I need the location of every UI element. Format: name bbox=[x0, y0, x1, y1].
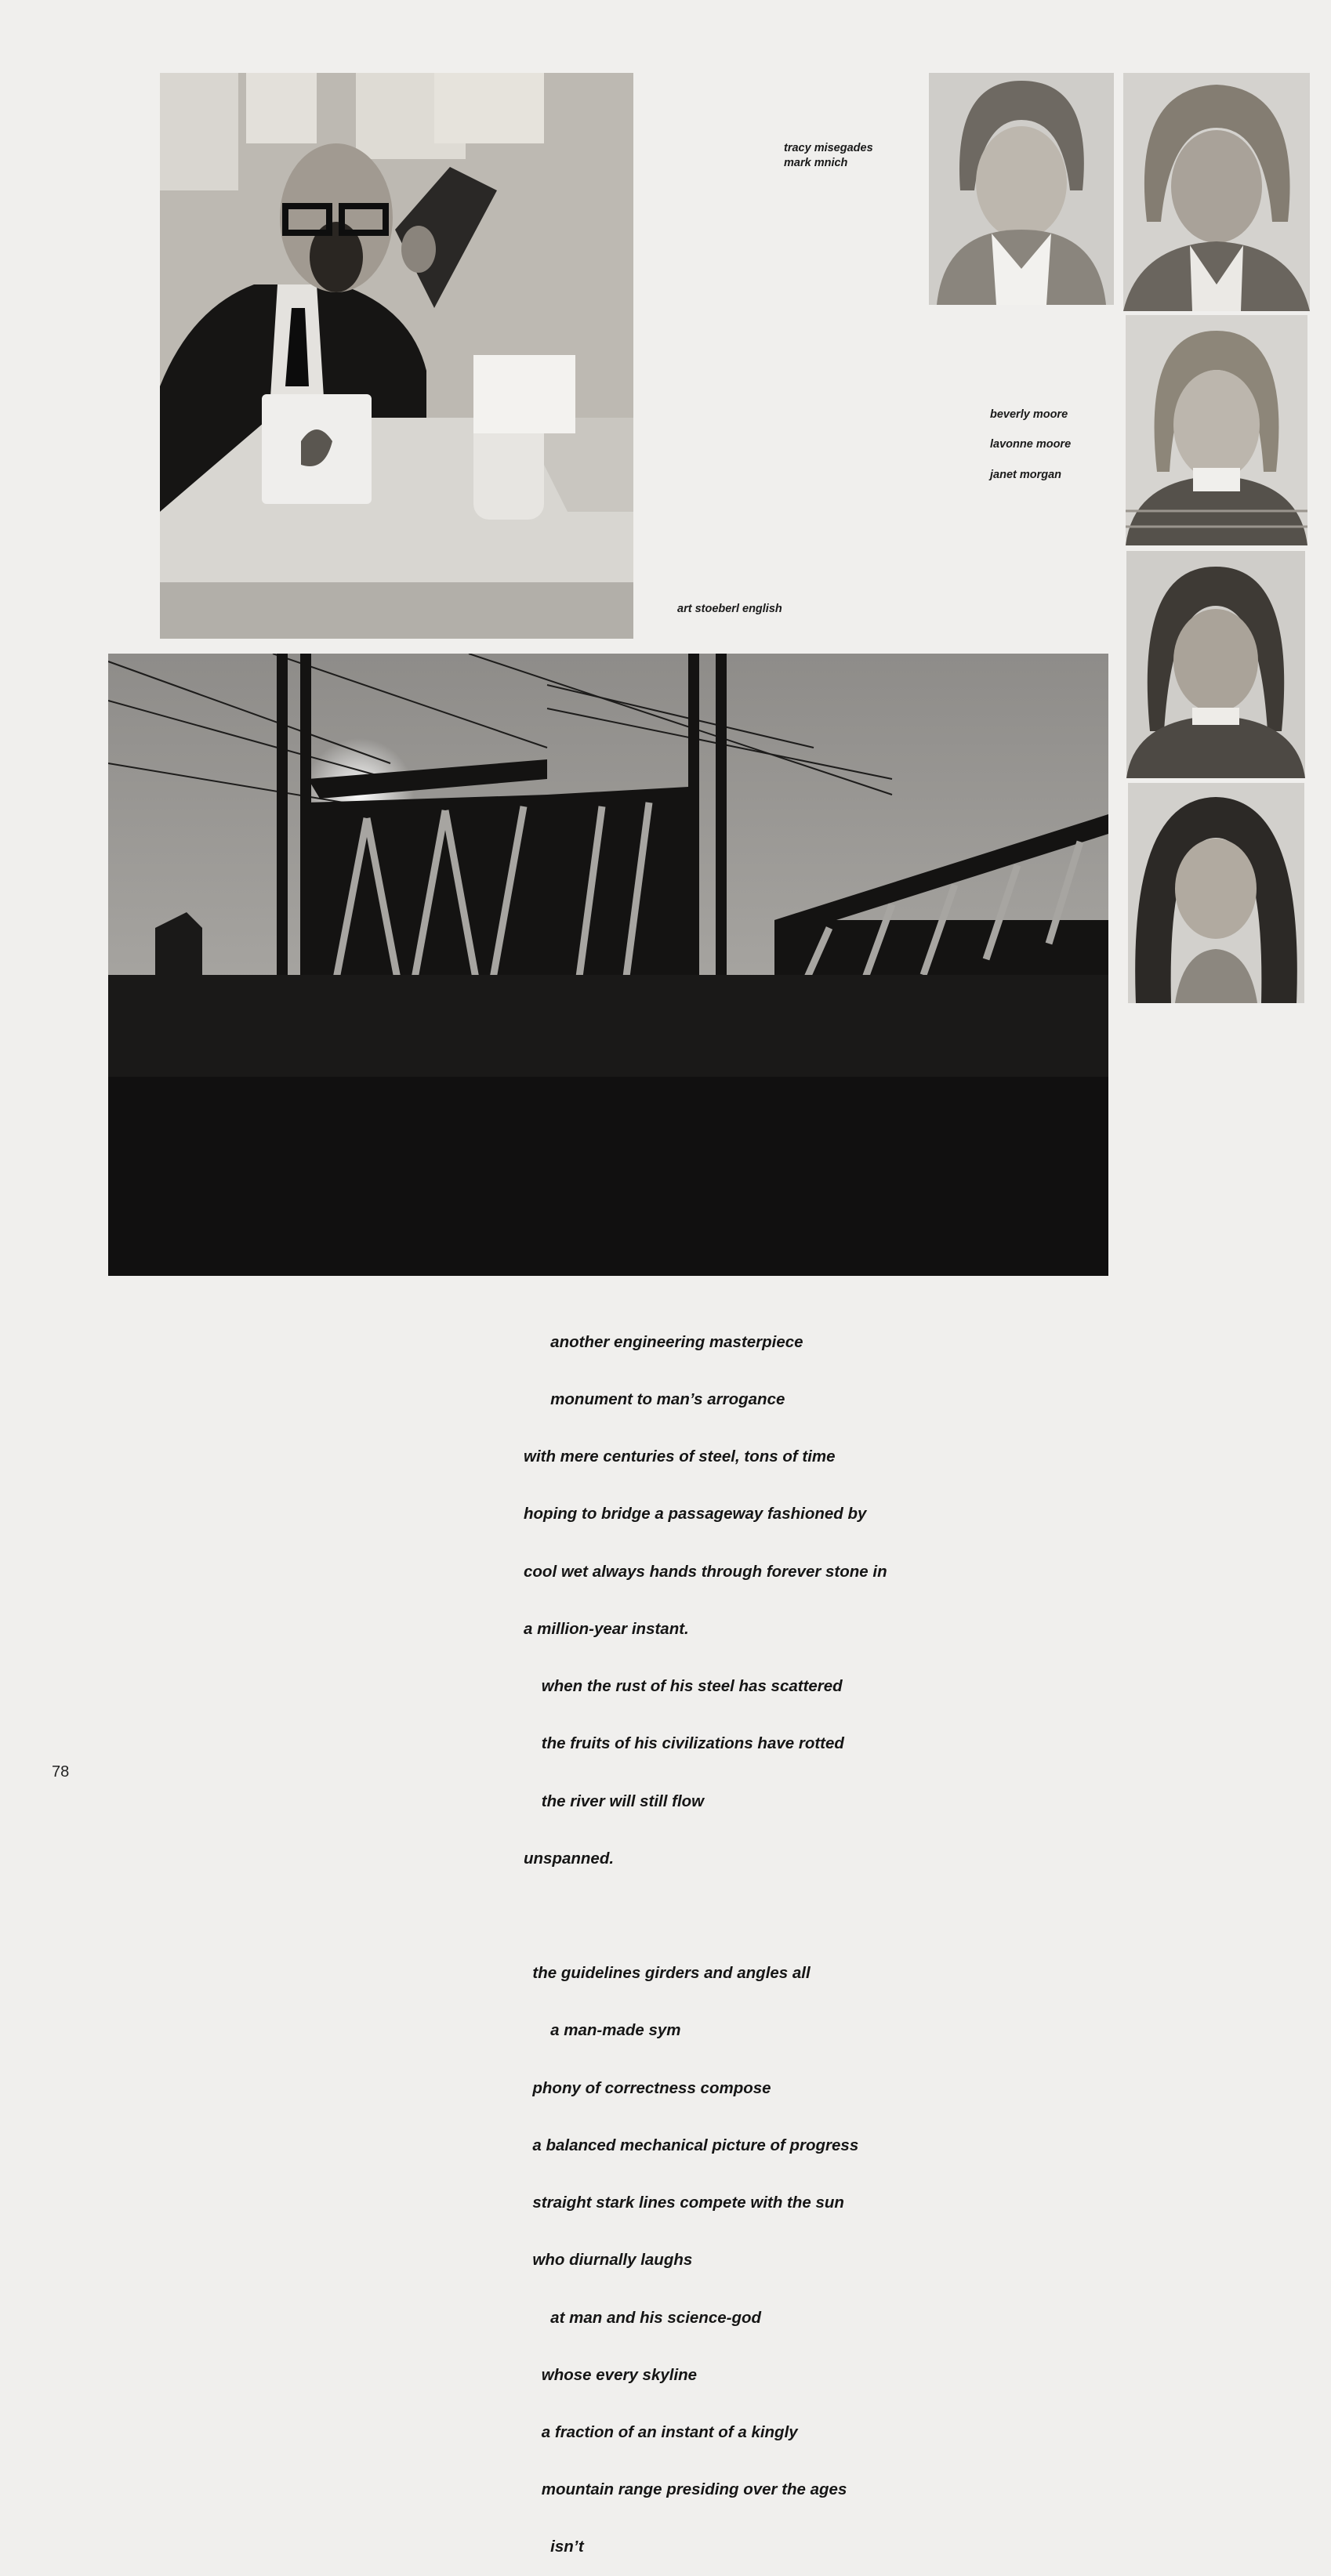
name-janet-morgan: janet morgan bbox=[990, 469, 1062, 481]
name-lavonne-moore: lavonne moore bbox=[990, 438, 1072, 451]
portrait-lavonne-moore bbox=[1126, 551, 1305, 778]
poem-line: monument to man’s arrogance bbox=[524, 1390, 785, 1409]
poem-line: straight stark lines compete with the sun bbox=[524, 2194, 844, 2212]
portrait-beverly-moore bbox=[1126, 315, 1307, 545]
name-beverly-moore: beverly moore bbox=[990, 408, 1068, 421]
poem-line: a million-year instant. bbox=[524, 1619, 689, 1638]
poem bbox=[524, 1295, 963, 2576]
poem-line: isn’t bbox=[524, 2538, 584, 2556]
poem-line bbox=[524, 1907, 963, 1926]
poem-line: a fraction of an instant of a kingly bbox=[524, 2422, 798, 2441]
poem-line: when the rust of his steel has scattered bbox=[524, 1677, 843, 1696]
poem-line: a man-made sym bbox=[524, 2021, 681, 2040]
poem-line: a balanced mechanical picture of progress bbox=[524, 2136, 859, 2154]
poem-line: the river will still flow bbox=[524, 1792, 705, 1810]
poem-line: the fruits of his civilizations have rotted bbox=[524, 1734, 844, 1753]
portrait-tracy-misegades bbox=[929, 73, 1114, 305]
poem-line: who diurnally laughs bbox=[524, 2251, 693, 2270]
poem-line: another engineering masterpiece bbox=[524, 1332, 803, 1351]
teacher-photo bbox=[160, 73, 633, 639]
portrait-janet-morgan bbox=[1128, 783, 1304, 1003]
poem-line: cool wet always hands through forever stone in bbox=[524, 1562, 887, 1581]
poem-line: unspanned. bbox=[524, 1849, 615, 1868]
portrait-mark-mnich bbox=[1123, 73, 1310, 311]
poem-line: phony of correctness compose bbox=[524, 2078, 771, 2097]
poem-line: with mere centuries of steel, tons of time bbox=[524, 1447, 836, 1466]
bridge-photo bbox=[108, 654, 1108, 1276]
page-number: 78 bbox=[52, 1763, 70, 1781]
poem-line: the guidelines girders and angles all bbox=[524, 1964, 811, 1983]
name-tracy-misegades: tracy misegades bbox=[784, 142, 873, 154]
poem-line: hoping to bridge a passageway fashioned by bbox=[524, 1505, 867, 1523]
poem-line: mountain range presiding over the ages bbox=[524, 2480, 847, 2499]
teacher-caption: art stoeberl english bbox=[677, 603, 782, 615]
name-mark-mnich: mark mnich bbox=[784, 157, 848, 169]
poem-line: whose every skyline bbox=[524, 2365, 698, 2384]
poem-line: at man and his science-god bbox=[524, 2308, 762, 2327]
